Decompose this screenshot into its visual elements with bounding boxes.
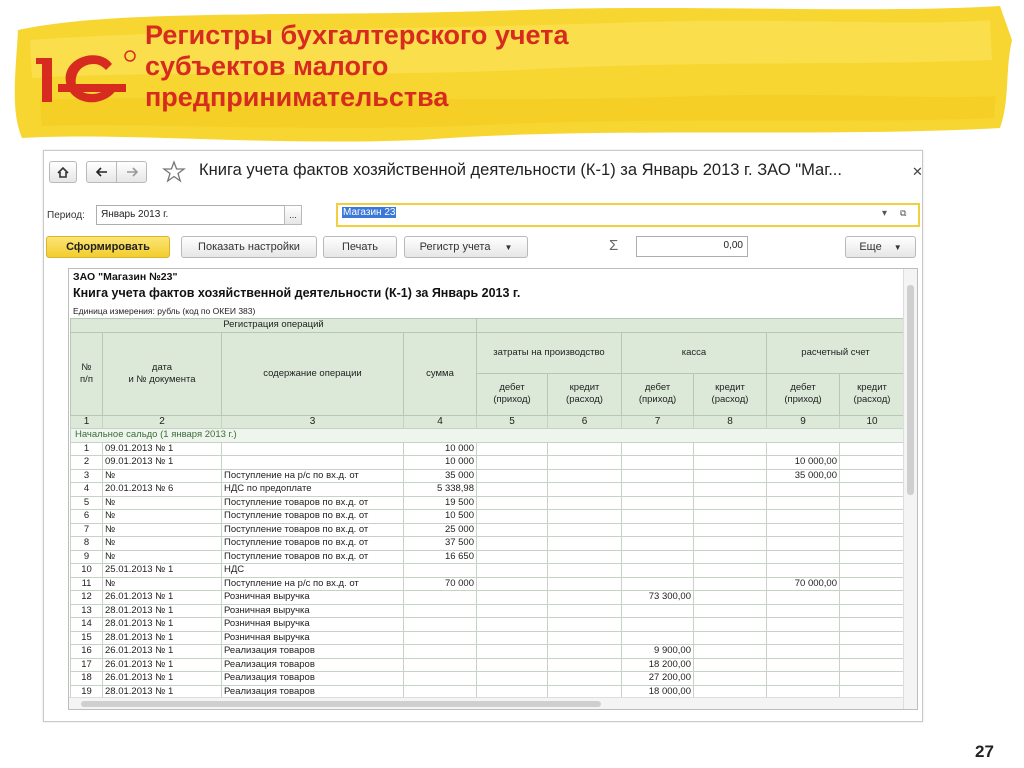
row-costs-debit (477, 496, 548, 510)
header-num: № п/п (71, 332, 103, 415)
column-number: 7 (622, 415, 694, 429)
row-account-credit (840, 456, 905, 470)
row-cash-credit (694, 591, 767, 605)
row-account-debit (767, 483, 840, 497)
row-cash-credit (694, 523, 767, 537)
row-date: 26.01.2013 № 1 (103, 591, 222, 605)
row-cash-credit (694, 618, 767, 632)
more-button[interactable] (845, 236, 916, 258)
row-costs-credit (548, 510, 622, 524)
period-select-button[interactable]: ... (284, 205, 302, 225)
close-icon[interactable]: ✕ (912, 164, 923, 179)
row-sum (404, 645, 477, 659)
row-content: Поступление товаров по вх.д. от (222, 510, 404, 524)
row-number: 8 (71, 537, 103, 551)
row-account-credit (840, 496, 905, 510)
row-cash-credit (694, 604, 767, 618)
row-cash-credit (694, 442, 767, 456)
row-account-debit (767, 564, 840, 578)
column-number: 6 (548, 415, 622, 429)
row-account-credit (840, 591, 905, 605)
row-date: 28.01.2013 № 1 (103, 618, 222, 632)
row-cash-credit (694, 496, 767, 510)
row-date: 28.01.2013 № 1 (103, 631, 222, 645)
row-date: 26.01.2013 № 1 (103, 645, 222, 659)
row-account-debit (767, 604, 840, 618)
row-number: 11 (71, 577, 103, 591)
row-number: 13 (71, 604, 103, 618)
header-debit: дебет (приход) (767, 374, 840, 416)
row-cash-debit (622, 442, 694, 456)
row-costs-credit (548, 618, 622, 632)
open-form-icon[interactable]: ⧉ (900, 208, 907, 218)
opening-balance-row (71, 429, 905, 443)
row-content: НДС (222, 564, 404, 578)
star-icon[interactable] (162, 160, 186, 184)
horizontal-scrollbar[interactable] (69, 697, 903, 710)
header-registration: Регистрация операций (71, 319, 477, 333)
row-date: № (103, 537, 222, 551)
column-number: 2 (103, 415, 222, 429)
row-cash-credit (694, 645, 767, 659)
row-cash-credit (694, 631, 767, 645)
row-content (222, 456, 404, 470)
table-row[interactable] (71, 537, 905, 551)
row-account-debit (767, 631, 840, 645)
back-button[interactable] (86, 161, 117, 183)
column-numbers-row (71, 415, 905, 429)
table-row[interactable] (71, 658, 905, 672)
row-number: 19 (71, 685, 103, 699)
table-row[interactable] (71, 604, 905, 618)
row-account-credit (840, 564, 905, 578)
table-row[interactable] (71, 672, 905, 686)
row-cash-credit (694, 564, 767, 578)
row-costs-debit (477, 537, 548, 551)
row-cash-debit (622, 456, 694, 470)
row-number: 2 (71, 456, 103, 470)
row-account-credit (840, 469, 905, 483)
row-costs-credit (548, 523, 622, 537)
row-number: 17 (71, 658, 103, 672)
row-cash-credit (694, 577, 767, 591)
row-content: Поступление на р/с по вх.д. от (222, 469, 404, 483)
row-account-debit (767, 442, 840, 456)
row-account-credit (840, 483, 905, 497)
row-cash-debit (622, 523, 694, 537)
row-content: Поступление на р/с по вх.д. от (222, 577, 404, 591)
row-cash-credit (694, 456, 767, 470)
row-cash-debit (622, 604, 694, 618)
row-number: 12 (71, 591, 103, 605)
row-content: Поступление товаров по вх.д. от (222, 523, 404, 537)
row-sum (404, 672, 477, 686)
row-costs-credit (548, 442, 622, 456)
row-costs-credit (548, 672, 622, 686)
row-date: 26.01.2013 № 1 (103, 672, 222, 686)
row-account-credit (840, 604, 905, 618)
report-table (70, 318, 905, 699)
row-cash-debit (622, 550, 694, 564)
register-button-label: Регистр учета (419, 241, 491, 253)
row-date: № (103, 577, 222, 591)
vertical-scroll-thumb[interactable] (907, 285, 914, 495)
row-number: 1 (71, 442, 103, 456)
row-content: Розничная выручка (222, 618, 404, 632)
row-account-debit (767, 537, 840, 551)
row-costs-credit (548, 456, 622, 470)
row-costs-debit (477, 672, 548, 686)
row-account-credit (840, 510, 905, 524)
header-blank (477, 319, 905, 333)
table-row[interactable] (71, 442, 905, 456)
period-label: Период: (47, 210, 85, 221)
row-costs-credit (548, 469, 622, 483)
row-costs-debit (477, 618, 548, 632)
row-date: № (103, 510, 222, 524)
row-costs-debit (477, 604, 548, 618)
row-content: Реализация товаров (222, 672, 404, 686)
header-content: содержание операции (222, 332, 404, 415)
row-cash-debit (622, 618, 694, 632)
row-date: № (103, 550, 222, 564)
row-costs-credit (548, 564, 622, 578)
table-row[interactable] (71, 564, 905, 578)
row-account-debit (767, 672, 840, 686)
row-account-debit (767, 645, 840, 659)
row-costs-credit (548, 483, 622, 497)
row-costs-debit (477, 577, 548, 591)
row-costs-debit (477, 469, 548, 483)
row-number: 7 (71, 523, 103, 537)
home-button[interactable] (49, 161, 77, 183)
row-costs-credit (548, 604, 622, 618)
row-number: 6 (71, 510, 103, 524)
row-date: 25.01.2013 № 1 (103, 564, 222, 578)
sum-icon: Σ (609, 237, 619, 254)
row-costs-debit (477, 456, 548, 470)
row-number: 3 (71, 469, 103, 483)
header-costs: затраты на производство (477, 332, 622, 374)
row-account-debit (767, 496, 840, 510)
row-cash-debit: 18 200,00 (622, 658, 694, 672)
row-sum: 10 000 (404, 442, 477, 456)
table-row[interactable] (71, 550, 905, 564)
chevron-down-icon[interactable]: ▾ (882, 208, 888, 219)
row-content: Розничная выручка (222, 604, 404, 618)
header-credit: кредит (расход) (840, 374, 905, 416)
arrow-left-icon (96, 167, 108, 177)
row-cash-debit (622, 469, 694, 483)
column-number: 4 (404, 415, 477, 429)
row-sum (404, 604, 477, 618)
header-cash: касса (622, 332, 767, 374)
row-costs-credit (548, 631, 622, 645)
slide-title-line-3: предпринимательства (145, 82, 449, 112)
column-number: 8 (694, 415, 767, 429)
row-cash-credit (694, 469, 767, 483)
row-content: Розничная выручка (222, 591, 404, 605)
organization-value: Магазин 23 (343, 207, 396, 218)
header-sum: сумма (404, 332, 477, 415)
row-costs-credit (548, 591, 622, 605)
header-account: расчетный счет (767, 332, 905, 374)
report-organization: ЗАО "Магазин №23" (73, 271, 178, 283)
row-sum: 19 500 (404, 496, 477, 510)
row-date: 28.01.2013 № 1 (103, 685, 222, 699)
more-button-label: Еще (859, 241, 882, 253)
chevron-down-icon: ▼ (893, 242, 902, 252)
page-number: 27 (975, 742, 994, 761)
row-date: № (103, 469, 222, 483)
slide-title-line-2: субъектов малого (145, 51, 389, 81)
header-debit: дебет (приход) (477, 374, 548, 416)
row-account-debit: 35 000,00 (767, 469, 840, 483)
row-sum: 16 650 (404, 550, 477, 564)
forward-button[interactable] (116, 161, 147, 183)
row-account-credit (840, 672, 905, 686)
row-number: 9 (71, 550, 103, 564)
row-sum (404, 564, 477, 578)
row-number: 15 (71, 631, 103, 645)
report-area[interactable] (68, 268, 918, 710)
row-cash-debit (622, 564, 694, 578)
row-date: № (103, 496, 222, 510)
row-sum (404, 631, 477, 645)
row-account-credit (840, 645, 905, 659)
arrow-right-icon (126, 167, 138, 177)
row-number: 4 (71, 483, 103, 497)
row-sum: 5 338,98 (404, 483, 477, 497)
row-cash-credit (694, 510, 767, 524)
table-row[interactable] (71, 591, 905, 605)
column-number: 5 (477, 415, 548, 429)
row-sum: 37 500 (404, 537, 477, 551)
row-account-credit (840, 631, 905, 645)
row-costs-debit (477, 591, 548, 605)
row-cash-credit (694, 483, 767, 497)
column-number: 3 (222, 415, 404, 429)
row-account-debit (767, 618, 840, 632)
report-window (43, 150, 923, 722)
table-row[interactable] (71, 577, 905, 591)
organization-field[interactable] (336, 203, 920, 227)
1c-logo-icon (30, 42, 140, 112)
report-title: Книга учета фактов хозяйственной деятельности (К-1) за Январь 2013 г. (73, 286, 521, 300)
row-content: Розничная выручка (222, 631, 404, 645)
header-date: дата и № документа (103, 332, 222, 415)
print-button[interactable]: Печать (323, 236, 397, 258)
row-sum: 10 500 (404, 510, 477, 524)
row-cash-debit: 18 000,00 (622, 685, 694, 699)
header-debit: дебет (приход) (622, 374, 694, 416)
row-account-debit (767, 510, 840, 524)
row-account-credit (840, 577, 905, 591)
row-date: 28.01.2013 № 1 (103, 604, 222, 618)
report-unit: Единица измерения: рубль (код по ОКЕИ 383) (73, 306, 256, 316)
column-number: 1 (71, 415, 103, 429)
row-content: Поступление товаров по вх.д. от (222, 550, 404, 564)
table-row[interactable] (71, 645, 905, 659)
period-field[interactable]: Январь 2013 г. (96, 205, 286, 225)
header-credit: кредит (расход) (694, 374, 767, 416)
column-number: 9 (767, 415, 840, 429)
row-content: Реализация товаров (222, 645, 404, 659)
slide-title-line-1: Регистры бухгалтерского учета (145, 20, 569, 50)
row-cash-credit (694, 658, 767, 672)
row-costs-debit (477, 510, 548, 524)
row-cash-debit (622, 483, 694, 497)
row-sum (404, 618, 477, 632)
row-cash-credit (694, 550, 767, 564)
table-row[interactable] (71, 618, 905, 632)
row-number: 16 (71, 645, 103, 659)
row-sum: 25 000 (404, 523, 477, 537)
row-costs-debit (477, 550, 548, 564)
horizontal-scroll-thumb[interactable] (81, 701, 601, 707)
row-account-debit: 10 000,00 (767, 456, 840, 470)
window-title: Книга учета фактов хозяйственной деятельности (К-1) за Январь 2013 г. ЗАО "Маг... (199, 161, 842, 179)
show-settings-button[interactable]: Показать настройки (181, 236, 317, 258)
row-date: 26.01.2013 № 1 (103, 658, 222, 672)
table-row[interactable] (71, 631, 905, 645)
slide-title (145, 20, 568, 113)
row-costs-debit (477, 645, 548, 659)
row-costs-debit (477, 658, 548, 672)
row-content: Реализация товаров (222, 658, 404, 672)
row-costs-debit (477, 442, 548, 456)
table-row[interactable] (71, 496, 905, 510)
row-costs-debit (477, 631, 548, 645)
row-content (222, 442, 404, 456)
register-button[interactable] (404, 236, 528, 258)
row-account-credit (840, 537, 905, 551)
row-date: 09.01.2013 № 1 (103, 442, 222, 456)
row-costs-credit (548, 658, 622, 672)
row-content: Реализация товаров (222, 685, 404, 699)
row-sum (404, 658, 477, 672)
table-row[interactable] (71, 510, 905, 524)
row-account-credit (840, 523, 905, 537)
header-credit: кредит (расход) (548, 374, 622, 416)
row-account-credit (840, 442, 905, 456)
row-cash-debit: 9 900,00 (622, 645, 694, 659)
row-sum: 35 000 (404, 469, 477, 483)
row-cash-debit (622, 510, 694, 524)
row-costs-debit (477, 523, 548, 537)
row-costs-debit (477, 564, 548, 578)
row-account-debit (767, 658, 840, 672)
row-costs-credit (548, 537, 622, 551)
row-date: № (103, 523, 222, 537)
row-cash-credit (694, 672, 767, 686)
table-row[interactable] (71, 523, 905, 537)
row-costs-credit (548, 496, 622, 510)
table-row[interactable] (71, 469, 905, 483)
row-costs-credit (548, 577, 622, 591)
home-icon (57, 167, 69, 178)
vertical-scrollbar[interactable] (903, 269, 918, 709)
row-date: 09.01.2013 № 1 (103, 456, 222, 470)
row-content: Поступление товаров по вх.д. от (222, 537, 404, 551)
generate-button[interactable]: Сформировать (46, 236, 170, 258)
row-cash-debit: 27 200,00 (622, 672, 694, 686)
row-content: Поступление товаров по вх.д. от (222, 496, 404, 510)
row-sum (404, 591, 477, 605)
table-row[interactable] (71, 483, 905, 497)
chevron-down-icon: ▼ (504, 242, 513, 252)
sum-field: 0,00 (636, 236, 748, 257)
row-costs-credit (548, 645, 622, 659)
row-costs-debit (477, 483, 548, 497)
row-account-credit (840, 618, 905, 632)
table-row[interactable] (71, 456, 905, 470)
row-sum: 70 000 (404, 577, 477, 591)
row-account-debit (767, 591, 840, 605)
row-costs-credit (548, 550, 622, 564)
row-content: НДС по предоплате (222, 483, 404, 497)
column-number: 10 (840, 415, 905, 429)
row-account-debit: 70 000,00 (767, 577, 840, 591)
row-cash-debit (622, 496, 694, 510)
opening-balance: Начальное сальдо (1 января 2013 г.) (71, 429, 905, 443)
row-cash-debit (622, 577, 694, 591)
row-account-debit (767, 550, 840, 564)
row-number: 10 (71, 564, 103, 578)
row-cash-debit (622, 631, 694, 645)
row-account-debit (767, 523, 840, 537)
row-account-credit (840, 658, 905, 672)
row-account-credit (840, 550, 905, 564)
row-cash-credit (694, 537, 767, 551)
row-number: 5 (71, 496, 103, 510)
row-number: 14 (71, 618, 103, 632)
row-date: 20.01.2013 № 6 (103, 483, 222, 497)
row-number: 18 (71, 672, 103, 686)
row-cash-debit (622, 537, 694, 551)
row-cash-debit: 73 300,00 (622, 591, 694, 605)
row-sum: 10 000 (404, 456, 477, 470)
